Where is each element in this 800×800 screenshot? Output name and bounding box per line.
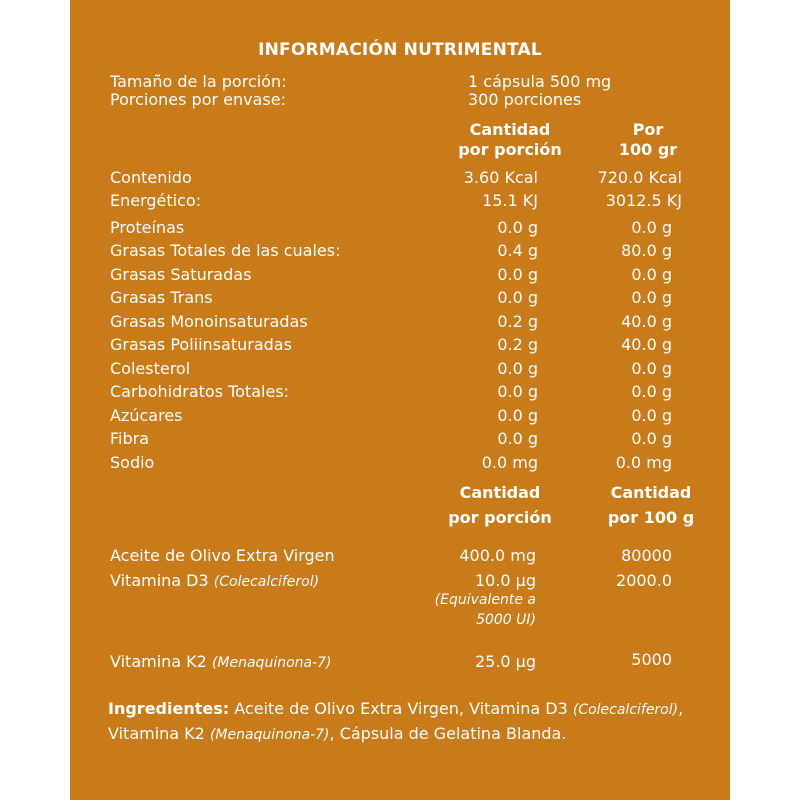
nutrient-per100: 0.0 g (631, 359, 672, 378)
servings-per-pack-label: Porciones por envase: (110, 90, 286, 109)
nutrient-per100: 40.0 g (621, 312, 672, 331)
olive-oil-name: Aceite de Olivo Extra Virgen (110, 546, 335, 565)
header-portion-line1: Cantidad (469, 120, 551, 139)
nutrient-portion: 0.0 g (497, 406, 538, 425)
nutrient-portion: 0.4 g (497, 241, 538, 260)
vitamin-d3-name: Vitamina D3 (110, 571, 209, 590)
vitamin-d3-per100: 2000.0 (616, 571, 672, 590)
nutrient-name: Fibra (110, 429, 150, 448)
ingredients-part: , Cápsula de Gelatina Blanda. (329, 724, 567, 743)
energy-kcal-per100: 720.0 Kcal (597, 168, 682, 187)
header-portion-line2: por porción (458, 140, 562, 159)
nutrient-per100: 0.0 g (631, 265, 672, 284)
vitamin-d3-equiv-line2: 5000 UI) (476, 612, 536, 628)
nutrient-portion: 0.0 g (497, 288, 538, 307)
nutrition-panel (70, 0, 730, 800)
energy-label-line2: Energético: (110, 191, 202, 210)
ingredients-label: Ingredientes: (108, 699, 230, 718)
header-per100-line1: Por (632, 120, 664, 139)
nutrient-per100: 0.0 g (631, 288, 672, 307)
vitamin-d3-equiv-line1: (Equivalente a (434, 592, 536, 608)
vitamin-k2-name: Vitamina K2 (110, 652, 207, 671)
header2-portion-line2: por porción (448, 508, 552, 527)
header2-portion-line1: Cantidad (459, 483, 541, 502)
vitamin-k2-portion: 25.0 µg (474, 652, 536, 671)
ingredients-note: (Colecalciferol) (572, 702, 679, 718)
serving-size-value: 1 cápsula 500 mg (468, 72, 612, 91)
nutrient-portion: 0.0 g (497, 359, 538, 378)
nutrient-per100: 0.0 g (631, 382, 672, 401)
nutrient-per100: 0.0 g (631, 406, 672, 425)
olive-oil-portion: 400.0 mg (459, 546, 536, 565)
energy-kj-portion: 15.1 KJ (482, 191, 538, 210)
header2-per100-line1: Cantidad (610, 483, 692, 502)
nutrient-portion: 0.0 g (497, 429, 538, 448)
ingredients-text (108, 697, 708, 747)
nutrient-portion: 0.0 g (497, 265, 538, 284)
vitamin-k2-row (110, 654, 332, 670)
energy-kj-per100: 3012.5 KJ (605, 191, 682, 210)
panel-title: INFORMACIÓN NUTRIMENTAL (258, 40, 542, 60)
nutrient-name: Carbohidratos Totales: (110, 382, 290, 401)
vitamin-k2-per100: 5000 (631, 650, 672, 669)
nutrient-portion: 0.0 g (497, 218, 538, 237)
nutrient-name: Colesterol (110, 359, 191, 378)
nutrient-name: Sodio (110, 453, 155, 472)
header-per100-line2: 100 gr (618, 140, 678, 159)
nutrient-portion: 0.0 g (497, 382, 538, 401)
nutrient-name: Grasas Poliinsaturadas (110, 335, 292, 354)
nutrient-name: Grasas Trans (110, 288, 213, 307)
vitamin-k2-note: (Menaquinona-7) (211, 655, 332, 671)
nutrient-name: Azúcares (110, 406, 183, 425)
nutrient-per100: 40.0 g (621, 335, 672, 354)
serving-size-label: Tamaño de la porción: (110, 72, 287, 91)
nutrient-portion: 0.2 g (497, 312, 538, 331)
nutrient-per100: 0.0 g (631, 429, 672, 448)
nutrient-name: Grasas Totales de las cuales: (110, 241, 341, 260)
nutrient-per100: 0.0 g (631, 218, 672, 237)
nutrient-name: Grasas Saturadas (110, 265, 252, 284)
ingredients-part: , Vitamina K2 (108, 699, 684, 743)
vitamin-d3-portion: 10.0 µg (474, 571, 536, 590)
energy-kcal-portion: 3.60 Kcal (463, 168, 538, 187)
olive-oil-per100: 80000 (621, 546, 672, 565)
servings-per-pack-value: 300 porciones (468, 90, 582, 109)
nutrient-name: Grasas Monoinsaturadas (110, 312, 308, 331)
vitamin-d3-row (110, 573, 319, 589)
ingredients-note: (Menaquinona-7) (209, 727, 330, 743)
nutrient-portion: 0.0 mg (481, 453, 538, 472)
ingredients-part: Aceite de Olivo Extra Virgen, Vitamina D3 (229, 699, 573, 718)
nutrient-name: Proteínas (110, 218, 185, 237)
nutrient-per100: 80.0 g (621, 241, 672, 260)
nutrient-per100: 0.0 mg (615, 453, 672, 472)
header2-per100-line2: por 100 g (607, 508, 695, 527)
vitamin-d3-note: (Colecalciferol) (213, 574, 320, 590)
energy-label-line1: Contenido (110, 168, 192, 187)
nutrient-portion: 0.2 g (497, 335, 538, 354)
